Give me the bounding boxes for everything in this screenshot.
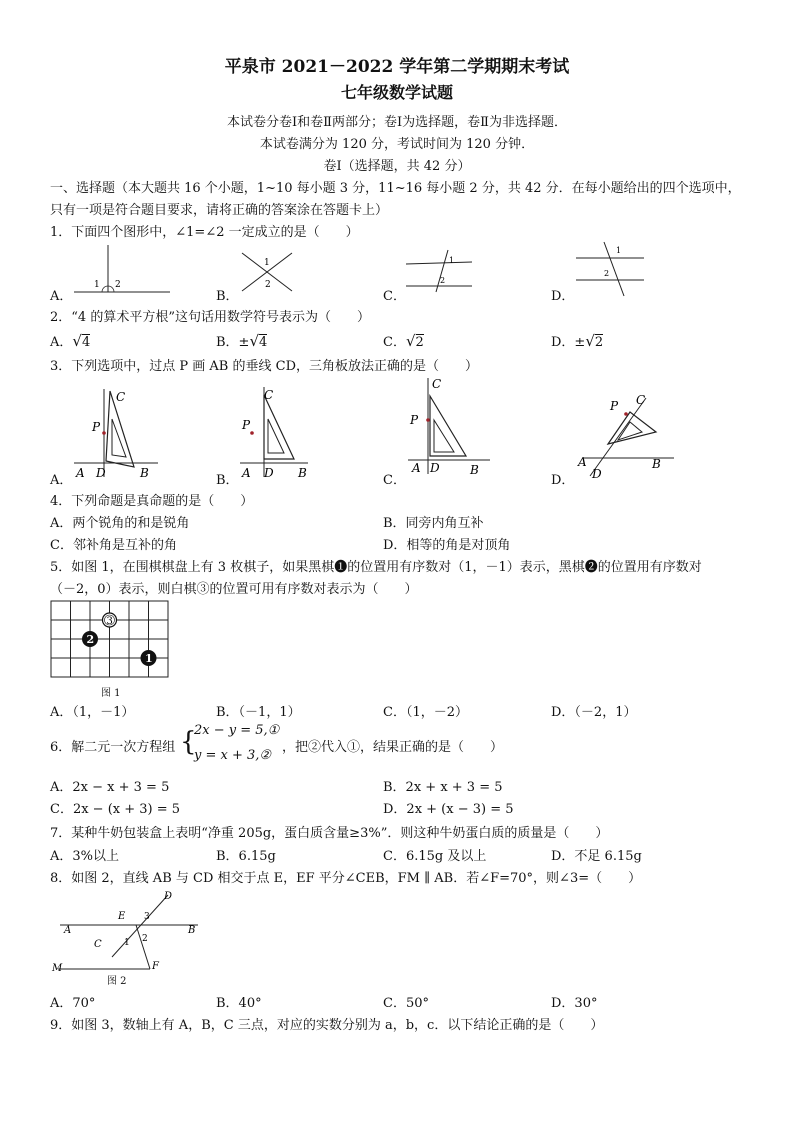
svg-text:1: 1 bbox=[145, 652, 153, 665]
q4-option-d[interactable]: D．相等的角是对顶角 bbox=[383, 538, 511, 553]
svg-text:B: B bbox=[652, 457, 661, 471]
q1-figure-d bbox=[574, 240, 646, 298]
svg-text:C: C bbox=[116, 390, 126, 404]
q2-option-a-label: A． bbox=[50, 335, 73, 350]
q1-option-a[interactable]: A． bbox=[50, 289, 73, 304]
q1-option-b[interactable]: B． bbox=[216, 289, 239, 304]
q5-stem-1: 5．如图 1，在围棋棋盘上有 3 枚棋子，如果黑棋❶的位置用有序数对（1，－1）表示，黑棋❷的位置用有序数对 bbox=[50, 560, 702, 575]
svg-text:E: E bbox=[118, 911, 126, 922]
q1-option-c[interactable]: C． bbox=[383, 289, 406, 304]
q9-stem: 9．如图 3，数轴上有 A，B，C 三点，对应的实数分别为 a，b，c．以下结论正确的是（ ） bbox=[50, 1018, 604, 1033]
svg-text:3: 3 bbox=[144, 912, 150, 922]
svg-text:2: 2 bbox=[115, 280, 121, 290]
svg-text:3: 3 bbox=[106, 616, 113, 627]
q3-stem: 3．下列选项中，过点 P 画 AB 的垂线 CD，三角板放法正确的是（ ） bbox=[50, 359, 478, 374]
q6-option-c[interactable]: C．2x − (x + 3) = 5 bbox=[50, 802, 181, 817]
svg-text:A: A bbox=[242, 466, 251, 480]
svg-text:B: B bbox=[188, 925, 196, 936]
q2-option-c[interactable]: C．√2 bbox=[383, 332, 424, 350]
q8-option-a[interactable]: A．70° bbox=[50, 996, 96, 1011]
svg-text:D: D bbox=[264, 466, 274, 480]
svg-text:D: D bbox=[164, 891, 173, 902]
q7-option-d[interactable]: D．不足 6.15g bbox=[551, 849, 642, 864]
q3-figure-c bbox=[406, 376, 496, 478]
exam-note-1: 本试卷分卷Ⅰ和卷Ⅱ两部分；卷Ⅰ为选择题，卷Ⅱ为非选择题． bbox=[227, 115, 567, 130]
svg-text:C: C bbox=[636, 393, 646, 407]
svg-text:C: C bbox=[432, 377, 442, 391]
q2-stem: 2．“4 的算术平方根”这句话用数学符号表示为（ ） bbox=[50, 310, 370, 325]
q4-option-a[interactable]: A．两个锐角的和是锐角 bbox=[50, 516, 190, 531]
svg-text:C: C bbox=[94, 939, 102, 950]
q7-option-b[interactable]: B．6.15g bbox=[216, 849, 276, 864]
svg-text:F: F bbox=[152, 961, 159, 972]
svg-text:P: P bbox=[610, 399, 619, 413]
q3-option-c[interactable]: C． bbox=[383, 473, 406, 488]
svg-text:B: B bbox=[140, 466, 149, 480]
q8-option-c[interactable]: C．50° bbox=[383, 996, 429, 1011]
q2-option-b-radicand: 4 bbox=[259, 335, 268, 350]
svg-text:A: A bbox=[76, 466, 85, 480]
q7-option-c[interactable]: C．6.15g 及以上 bbox=[383, 849, 487, 864]
svg-text:A: A bbox=[578, 455, 587, 469]
svg-text:P: P bbox=[92, 420, 101, 434]
q1-figure-b bbox=[238, 247, 298, 295]
q3-figure-d bbox=[576, 392, 676, 480]
q5-option-c[interactable]: C．（1，－2） bbox=[383, 705, 468, 720]
svg-text:M: M bbox=[52, 963, 63, 974]
q2-option-d-label: D．± bbox=[551, 335, 586, 350]
q3-option-d[interactable]: D． bbox=[551, 473, 575, 488]
svg-text:D: D bbox=[96, 466, 106, 480]
q2-option-a-radicand: 4 bbox=[81, 335, 91, 350]
q3-option-b[interactable]: B． bbox=[216, 473, 239, 488]
q5-option-d[interactable]: D．（－2，1） bbox=[551, 705, 637, 720]
svg-text:A: A bbox=[64, 925, 72, 936]
q2-option-c-label: C． bbox=[383, 335, 406, 350]
q2-option-d[interactable]: D．±√2 bbox=[551, 332, 604, 350]
q1-figure-a bbox=[72, 243, 172, 299]
q6-stem: 6．解二元一次方程组 bbox=[50, 740, 176, 755]
q3-figure-a bbox=[72, 385, 162, 480]
part1-intro-2: 只有一项是符合题目要求，请将正确的答案涂在答题卡上） bbox=[50, 203, 389, 218]
svg-text:A: A bbox=[412, 461, 421, 475]
q1-figure-c bbox=[404, 248, 474, 294]
go-board-figure bbox=[50, 600, 170, 680]
figure-2-caption: 图 2 bbox=[107, 976, 127, 987]
q6-option-a[interactable]: A．2x − x + 3 = 5 bbox=[50, 780, 170, 795]
q2-option-a[interactable]: A．√4 bbox=[50, 332, 91, 350]
q4-stem: 4．下列命题是真命题的是（ ） bbox=[50, 494, 254, 509]
svg-text:1: 1 bbox=[449, 256, 455, 265]
q4-option-b[interactable]: B．同旁内角互补 bbox=[383, 516, 484, 531]
svg-text:2: 2 bbox=[604, 269, 610, 278]
svg-text:1: 1 bbox=[94, 280, 100, 290]
q8-stem: 8．如图 2，直线 AB 与 CD 相交于点 E，EF 平分∠CEB，FM ∥ AB．若∠F=70°，则∠3=（ ） bbox=[50, 871, 642, 886]
q2-option-d-radicand: 2 bbox=[594, 335, 604, 350]
q2-option-b[interactable]: B．±√4 bbox=[216, 332, 268, 350]
svg-text:1: 1 bbox=[124, 938, 130, 948]
q8-figure bbox=[50, 889, 210, 977]
svg-text:1: 1 bbox=[264, 258, 270, 268]
q6-equation-2: y = x + 3,② bbox=[194, 748, 272, 763]
q5-option-b[interactable]: B．（－1，1） bbox=[216, 705, 301, 720]
q4-option-c[interactable]: C．邻补角是互补的角 bbox=[50, 538, 177, 553]
svg-text:P: P bbox=[410, 413, 419, 427]
q8-option-d[interactable]: D．30° bbox=[551, 996, 598, 1011]
q5-option-a[interactable]: A．（1，－1） bbox=[50, 705, 135, 720]
q2-option-b-label: B．± bbox=[216, 335, 250, 350]
q3-option-a[interactable]: A． bbox=[50, 473, 73, 488]
q6-brace: { bbox=[180, 727, 197, 757]
svg-text:1: 1 bbox=[616, 246, 622, 255]
svg-text:B: B bbox=[470, 463, 479, 477]
svg-text:D: D bbox=[430, 461, 440, 475]
q7-option-a[interactable]: A．3%以上 bbox=[50, 849, 120, 864]
part1-intro-1: 一、选择题（本大题共 16 个小题，1~10 每小题 3 分，11~16 每小题 2 分，共 42 分．在每小题给出的四个选项中， bbox=[50, 181, 741, 196]
q1-option-d[interactable]: D． bbox=[551, 289, 575, 304]
q2-option-c-radicand: 2 bbox=[415, 335, 424, 350]
q8-option-b[interactable]: B．40° bbox=[216, 996, 262, 1011]
q1-stem: 1．下面四个图形中，∠1=∠2 一定成立的是（ ） bbox=[50, 225, 359, 240]
exam-title: 平泉市 2021－2022 学年第二学期期末考试 bbox=[224, 57, 570, 77]
q6-stem-tail: ，把②代入①，结果正确的是（ ） bbox=[282, 740, 504, 755]
figure-1-caption: 图 1 bbox=[101, 688, 121, 699]
exam-subtitle: 七年级数学试题 bbox=[340, 83, 453, 102]
q7-stem: 7．某种牛奶包装盒上表明“净重 205g，蛋白质含量≥3%”．则这种牛奶蛋白质的质量是（ ） bbox=[50, 826, 609, 841]
section-heading: 卷Ⅰ（选择题，共 42 分） bbox=[323, 159, 471, 174]
svg-text:D: D bbox=[592, 467, 602, 480]
svg-text:2: 2 bbox=[86, 633, 95, 646]
q6-option-d[interactable]: D．2x + (x − 3) = 5 bbox=[383, 802, 514, 817]
svg-text:P: P bbox=[242, 418, 251, 432]
svg-text:2: 2 bbox=[142, 934, 148, 944]
svg-text:C: C bbox=[264, 388, 274, 402]
q5-stem-2: （－2，0）表示，则白棋③的位置可用有序数对表示为（ ） bbox=[50, 582, 418, 597]
svg-text:B: B bbox=[298, 466, 307, 480]
q6-equation-1: 2x − y = 5,① bbox=[194, 723, 280, 738]
svg-text:2: 2 bbox=[265, 280, 271, 290]
q6-option-b[interactable]: B．2x + x + 3 = 5 bbox=[383, 780, 503, 795]
q3-figure-b bbox=[238, 385, 328, 480]
svg-text:2: 2 bbox=[440, 276, 446, 285]
exam-note-2: 本试卷满分为 120 分，考试时间为 120 分钟． bbox=[259, 137, 535, 152]
